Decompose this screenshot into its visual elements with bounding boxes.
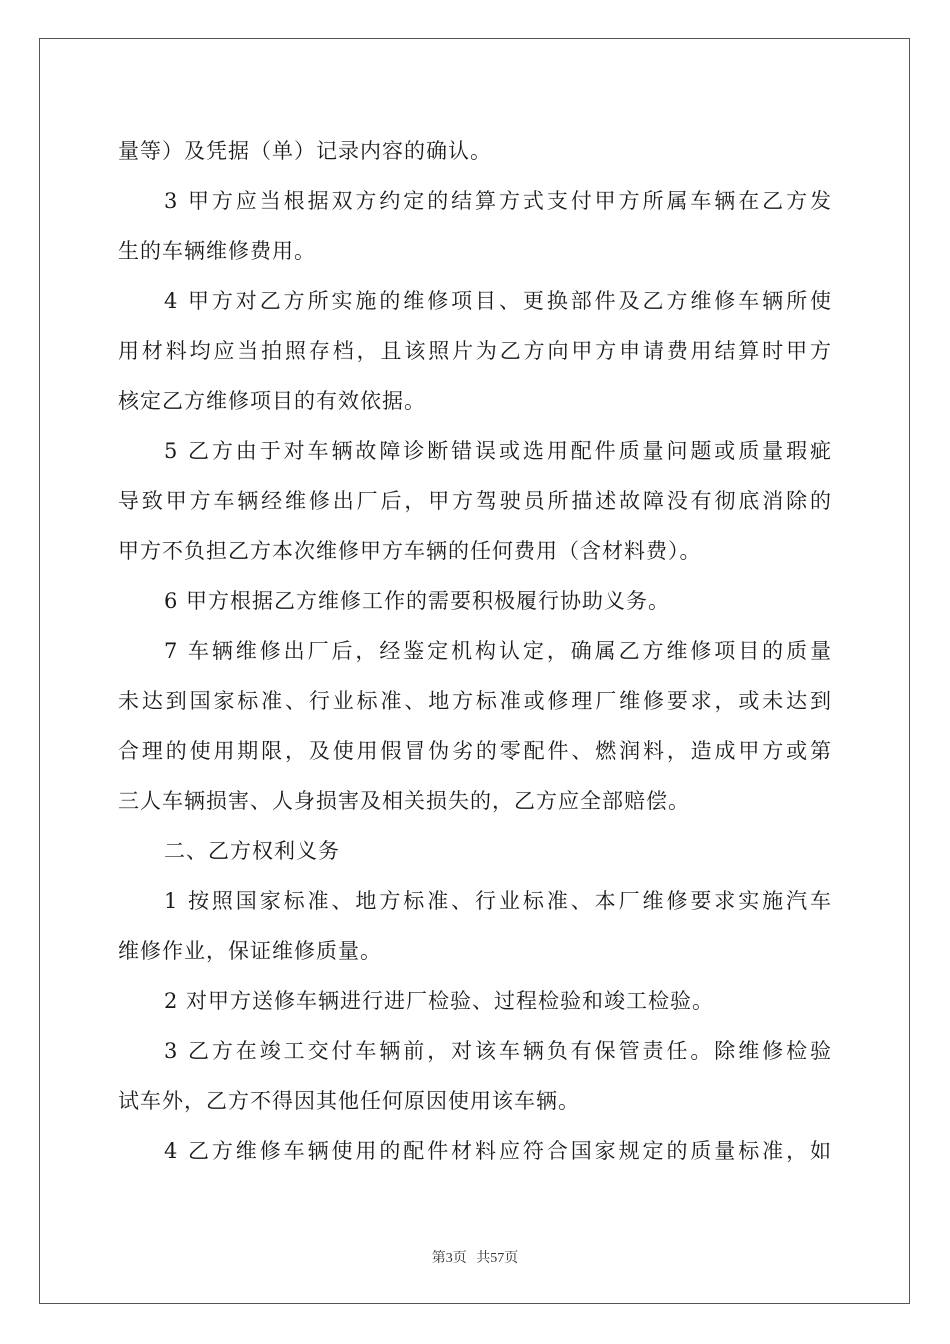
- text-line: 3 甲方应当根据双方约定的结算方式支付甲方所属车辆在乙方发: [164, 189, 832, 213]
- text-line: 未达到国家标准、行业标准、地方标准或修理厂维修要求，或未达到: [118, 689, 832, 713]
- text-line: 生的车辆维修费用。: [118, 239, 316, 263]
- text-line: 三人车辆损害、人身损害及相关损失的，乙方应全部赔偿。: [118, 789, 690, 813]
- text-line: 5 乙方由于对车辆故障诊断错误或选用配件质量问题或质量瑕疵: [164, 439, 832, 463]
- text-line: 核定乙方维修项目的有效依据。: [118, 389, 426, 413]
- text-line: 1 按照国家标准、地方标准、行业标准、本厂维修要求实施汽车: [164, 889, 832, 913]
- current-page-number: 第3页: [431, 1251, 467, 1266]
- page-footer: [0, 1247, 950, 1267]
- text-line: 2 对甲方送修车辆进行进厂检验、过程检验和竣工检验。: [164, 989, 715, 1013]
- section-heading: 二、乙方权利义务: [164, 839, 340, 863]
- text-line: 合理的使用期限，及使用假冒伪劣的零配件、燃润料，造成甲方或第: [118, 739, 832, 763]
- text-line: 导致甲方车辆经维修出厂后，甲方驾驶员所描述故障没有彻底消除的: [118, 489, 832, 513]
- text-line: 6 甲方根据乙方维修工作的需要积极履行协助义务。: [164, 589, 671, 613]
- document-body: [118, 126, 832, 1176]
- text-line: 7 车辆维修出厂后，经鉴定机构认定，确属乙方维修项目的质量: [164, 639, 832, 663]
- text-line: 4 乙方维修车辆使用的配件材料应符合国家规定的质量标准，如: [164, 1139, 832, 1163]
- text-line: 甲方不负担乙方本次维修甲方车辆的任何费用（含材料费）。: [118, 539, 702, 563]
- text-line: 3 乙方在竣工交付车辆前，对该车辆负有保管责任。除维修检验: [164, 1039, 832, 1063]
- text-line: 维修作业，保证维修质量。: [118, 939, 382, 963]
- text-line: 量等）及凭据（单）记录内容的确认。: [118, 139, 492, 163]
- text-line: 4 甲方对乙方所实施的维修项目、更换部件及乙方维修车辆所使: [164, 289, 832, 313]
- text-line: 试车外，乙方不得因其他任何原因使用该车辆。: [118, 1089, 580, 1113]
- text-line: 用材料均应当拍照存档，且该照片为乙方向甲方申请费用结算时甲方: [118, 339, 832, 363]
- total-page-count: 共57页: [476, 1251, 519, 1266]
